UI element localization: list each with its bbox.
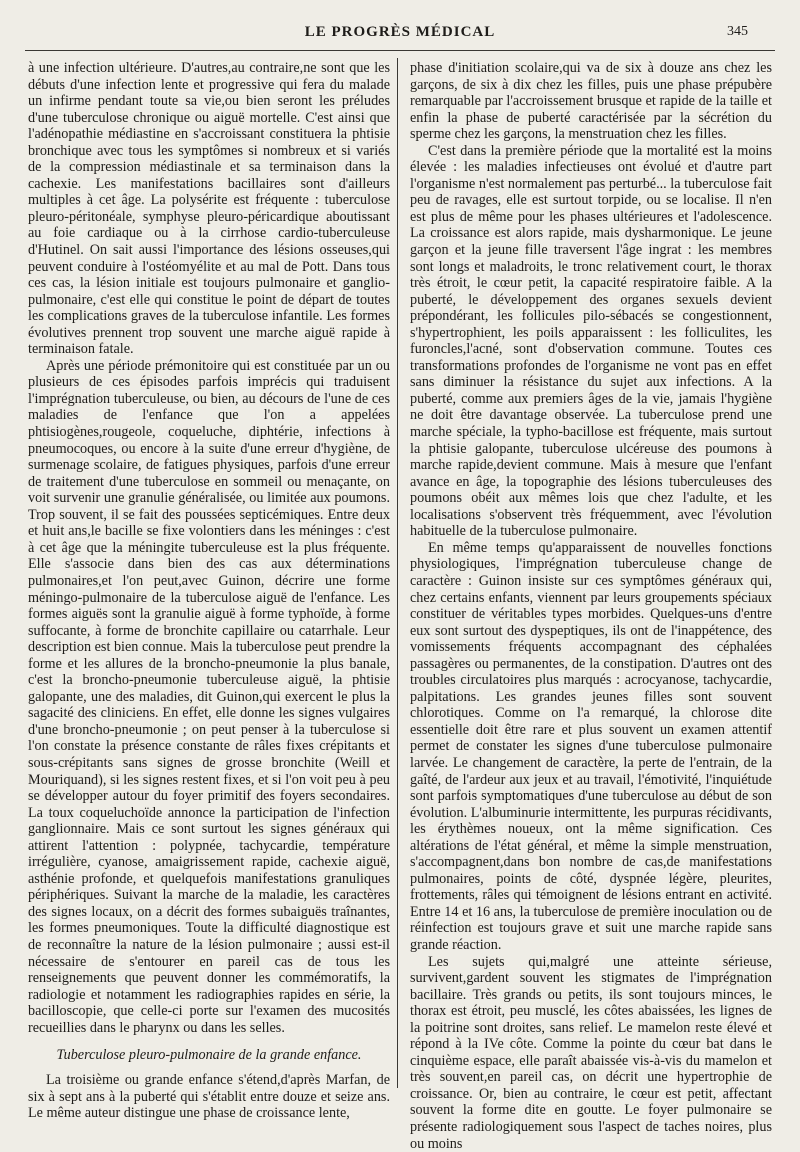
running-title: LE PROGRÈS MÉDICAL: [304, 24, 496, 40]
paragraph: C'est dans la première période que la mortalité est la moins élevée : les maladies infectieuses ont évolué et d'autre part l'organisme n'est normalement pas perturbé... la tuberculose fait peu de ravages, elle est surtout torpide, ou se localise. Il n'en est plus de même pour les phases ultérieures et l'adolescence. La croissance est alors rapide, mais dysharmonique. Le jeune garçon et la jeune fille traversent l'âge ingrat : les membres sont longs et maladroits, le tronc relativement court, le thorax très étroit, le cœur petit, la capacité respiratoire faible. A la puberté, le développement des organes sexuels devient prépondérant, les follicules pilo-sébacés se congestionnent, s'hypertrophient, les poils apparaissent : les folliculites, les furoncles,l'acné, sont d'observation commune. Toutes ces transformations profondes de l'organisme ne vont pas en effet sans diminuer la résistance du sujet aux infections. A la puberté, comme aux premiers âges de la vie, jamais l'hygiène ne doit être davantage observée. La tuberculose prend une marche spéciale, la typho-bacillose est fréquente, mais surtout la phtisie galopante, tuberculose ulcéreuse des poumons à marche rapide,devient commune. Mais à mesure que l'enfant avance en âge, la topographie des lésions tuberculeuses des poumons obéit aux mêmes lois que chez l'adulte, et les localisations s'observent très fréquemment, avec l'évolution habituelle de la tuberculose pulmonaire.: [410, 142, 772, 540]
right-column: [410, 60, 772, 1152]
header-rule: [25, 50, 775, 51]
section-heading: Tuberculose pleuro-pulmonaire de la grande enfance.: [56, 1047, 362, 1064]
left-column: [28, 60, 390, 1122]
paragraph: phase d'initiation scolaire,qui va de six à douze ans chez les garçons, de six à dix chez les filles, puis une phase prépubère remarquable par l'accroissement brusque et rapide de la taille et enfin la phase de puberté caractérisée par la sécrétion du sperme chez les garçons, la menstruation chez les filles.: [410, 60, 772, 143]
page-header: [0, 24, 800, 46]
paragraph: En même temps qu'apparaissent de nouvelles fonctions physiologiques, l'imprégnation tuberculeuse change de caractère : Guinon insiste sur ces symptômes généraux qui, chez certains enfants, viennent par leurs groupements spéciaux constituer de véritables types morbides. Quelques-uns d'entre eux sont surtout des dyspeptiques, ils ont de l'inappétence, des vomissements fréquents accompagnant des céphalées passagères ou permanentes, de la constipation. D'autres ont des troubles circulatoires plus marqués : acrocyanose, tachycardie, palpitations. Les grandes jeunes filles sont souvent chlorotiques. Comme on l'a remarqué, la chlorose dite essentielle doit être rare et plus souvent un examen attentif permet de constater les signes d'une tuberculose pulmonaire larvée. Le changement de caractère, la perte de l'entrain, de la gaîté, de l'ardeur aux jeux et au travail, l'émotivité, l'inquiétude sont parfois symptomatiques d'une tuberculose au début de son évolution. L'albuminurie intermittente, les purpuras récidivants, les érythèmes noueux, ont la même signification. Ces altérations de l'état général, et même la simple menstruation, s'accompagnent,dans bon nombre de cas,de manifestations pulmonaires, points de côté, dyspnée légère, pleurites, frottements, râles qui témoignent de lésions entrant en activité. Entre 14 et 16 ans, la tuberculose de première inoculation ou de réinfection est toujours grave et suit une marche rapide sans grande réaction.: [410, 539, 772, 953]
page-number: 345: [727, 24, 748, 39]
paragraph: Les sujets qui,malgré une atteinte sérieuse, survivent,gardent souvent les stigmates de l'imprégnation bacillaire. Très grands ou petits, ils sont toujours minces, le thorax est étroit, peu musclé, les côtes abaissées, les lignes de la poitrine sont droites, sans relief. Le mamelon reste élevé et répond à la IVe côte. Comme la pointe du cœur bat dans le cinquième espace, elle paraît abaissée vis-à-vis du mamelon et très souvent,en pareil cas, on décrit une hypertrophie de croissance. Or, bien au contraire, le cœur est petit, affectant souvent la forme dite en goutte. Le foyer pulmonaire se présente radiologiquement sous l'aspect de taches noires, plus ou moins: [410, 953, 772, 1152]
paragraph: La troisième ou grande enfance s'étend,d'après Marfan, de six à sept ans à la puberté qui s'établit entre douze et seize ans. Le même auteur distingue une phase de croissance lente,: [28, 1072, 390, 1122]
paragraph: à une infection ultérieure. D'autres,au contraire,ne sont que les débuts d'une infection lente et progressive qui fera du malade un infirme pendant toute sa vie,ou bien seront les préludes d'une tuberculose chronique ou aiguë mortelle. C'est ainsi que l'adénopathie médiastine en s'accroissant constituera la phtisie bronchique avec tous les symptômes si nombreux et si variés de la compression médiastinale et sa terminaison dans la cachexie. Les manifestations bacillaires sont d'ailleurs multiples à cet âge. La polysérite est fréquente : tuberculose pleuro-péritonéale, symphyse pleuro-péricardique aboutissant au foie cardiaque ou à la cirrhose cardio-tuberculeuse d'Hutinel. On sait aussi l'importance des lésions osseuses,qui peuvent conduire à l'ostéomyélite et au mal de Pott. Dans tous ces cas, la lésion initiale est toujours pulmonaire et ganglio-pulmonaire, c'est elle qui constitue le point de départ de toutes les complications graves de la tuberculose infantile. Les formes évolutives prennent trop souvent une marche aiguë rapide à terminaison fatale.: [28, 60, 390, 358]
paragraph: Après une période prémonitoire qui est constituée par un ou plusieurs de ces épisodes parfois imprécis qui traduisent l'imprégnation tuberculeuse, ou bien, au décours de l'une de ces maladies de l'enfance que l'on a appelées phtisiogènes,rougeole, coqueluche, diphtérie, infections à pneumocoques, ou encore à la suite d'une erreur d'hygiène, de surmenage scolaire, de fatigues physiques, parfois d'une erreur de traitement d'une tuberculose en sommeil ou menaçante, on voit survenir une granulie généralisée, ou limitée aux poumons. Trop souvent, il se fait des poussées septicémiques. Entre deux et huit ans,le bacille se fixe volontiers dans les méninges : c'est à cet âge que la méningite tuberculeuse est la plus fréquente. Elle s'associe dans bien des cas aux déterminations pulmonaires,et l'on peut,avec Guinon, décrire une forme méningo-pulmonaire de la tuberculose aiguë de l'enfance. Les formes aiguës sont la granulie aiguë à forme typhoïde, à forme suffocante, à forme de bronchite capillaire ou catarrhale. Leur description est bien connue. Mais la tuberculose peut prendre la forme et les allures de la broncho-pneumonie la plus banale, c'est la broncho-pneumonie tuberculeuse aiguë, la phtisie galopante, une des maladies, dit Guinon,qui exercent le plus la sagacité des cliniciens. En effet, elle donne les signes vulgaires d'une broncho-pneumonie ; on peut penser à la tuberculose si l'on constate la présence constante de râles fixes crépitants et sous-crépitants sans signes de grosse bronchite (Weill et Mouriquand), si les signes restent fixes, et si l'on voit peu à peu se développer autour du foyer primitif des foyers secondaires. La toux coqueluchoïde annonce la participation de l'infection ganglionnaire. Mais ce sont surtout les signes généraux qui attirent l'attention : polypnée, tachycardie, température irrégulière, cyanose, amaigrissement rapide, cachexie aiguë, asthénie profonde, et quelquefois manifestations granuliques périphériques. Suivant la marche de la maladie, les caractères des signes locaux, on a décrit des formes subaiguës traînantes, les formes pneumoniques. Toute la difficulté diagnostique est de reconnaître la nature de la lésion pulmonaire ; aussi est-il nécessaire de s'entourer en pareil cas de tous les renseignements que peuvent donner les commémoratifs, la radiologie et notamment les radiographies rapides en série, la bacilloscopie, que celle-ci porte sur l'examen des mucosités recueillies dans le pharynx ou dans les selles.: [28, 357, 390, 1036]
column-divider: [397, 58, 398, 1088]
